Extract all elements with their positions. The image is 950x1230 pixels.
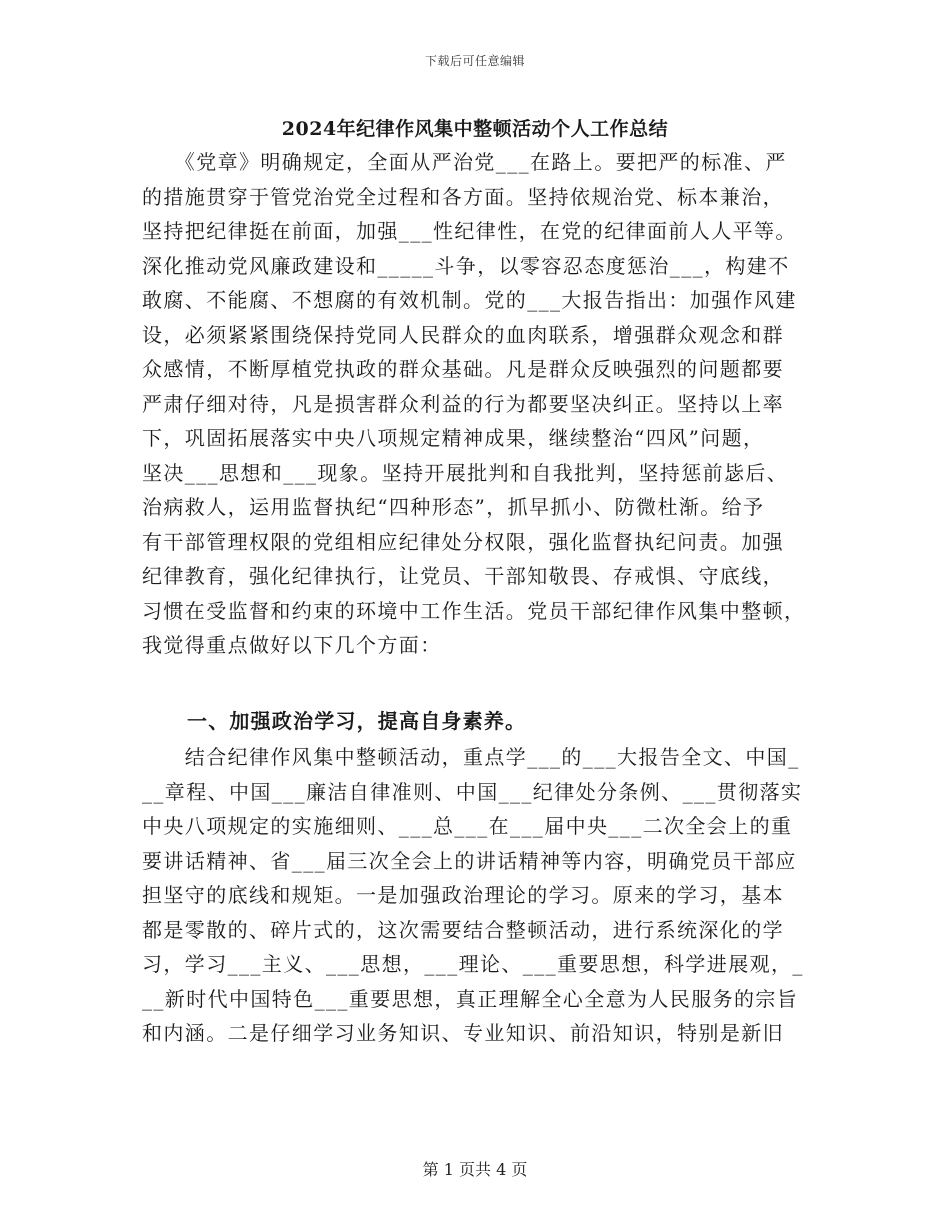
page-footer: 第 1 页共 4 页	[422, 1160, 528, 1179]
text-line: 设，必须紧紧围绕保持党同人民群众的血肉联系，增强群众观念和群	[142, 322, 784, 347]
text-line: 习惯在受监督和约束的环境中工作生活。党员干部纪律作风集中整顿，	[142, 598, 806, 623]
text-line: 纪律教育，强化纪律执行，让党员、干部知敬畏、存戒惧、守底线，	[142, 564, 784, 588]
text-line: 众感情，不断厚植党执政的群众基础。凡是群众反映强烈的问题都要	[142, 357, 784, 381]
text-line: 担坚守的底线和规矩。一是加强政治理论的学习。原来的学习，基本	[142, 883, 784, 907]
text-line: 坚决___思想和___现象。坚持开展批判和自我批判，坚持惩前毖后、	[142, 460, 789, 485]
text-line: 敢腐、不能腐、不想腐的有效机制。党的___大报告指出：加强作风建	[142, 288, 797, 312]
paragraph-intro	[142, 145, 808, 663]
header-note: 下载后可任意编辑	[424, 54, 525, 68]
text-line: 都是零散的、碎片式的，这次需要结合整顿活动，进行系统深化的学	[142, 917, 784, 942]
paragraph-study	[142, 740, 808, 1051]
text-line: __新时代中国特色___重要思想，真正理解全心全意为人民服务的宗旨	[142, 986, 799, 1011]
text-line: 《党章》明确规定，全面从严治党___在路上。要把严的标准、严	[142, 150, 787, 174]
text-line: 我觉得重点做好以下几个方面：	[142, 633, 442, 657]
text-line: 中央八项规定的实施细则、___总___在___届中央___二次全会上的重	[142, 814, 793, 838]
text-line: 习，学习___主义、___思想，___理论、___重要思想，科学进展观，_	[142, 952, 804, 976]
text-line: __章程、中国___廉洁自律准则、中国___纪律处分条例、___贯彻落实	[142, 779, 803, 804]
text-line: 结合纪律作风集中整顿活动，重点学___的___大报告全文、中国_	[142, 745, 800, 769]
text-line: 治病救人，运用监督执纪“四种形态”，抓早抓小、防微杜渐。给予	[142, 495, 765, 519]
section-heading: 一、加强政治学习，提高自身素养。	[187, 709, 527, 733]
text-line: 严肃仔细对待，凡是损害群众利益的行为都要坚决纠正。坚持以上率	[142, 391, 784, 416]
document-title: 2024年纪律作风集中整顿活动个人工作总结	[281, 118, 669, 140]
text-line: 要讲话精神、省___届三次全会上的讲话精神等内容，明确党员干部应	[142, 848, 797, 873]
text-line: 深化推动党风廉政建设和_____斗争，以零容忍态度惩治___，构建不	[142, 253, 790, 278]
text-line: 坚持把纪律挺在前面，加强___性纪律性，在党的纪律面前人人平等。	[142, 219, 797, 243]
text-line: 有干部管理权限的党组相应纪律处分权限，强化监督执纪问责。加强	[142, 529, 784, 554]
text-line: 和内涵。二是仔细学习业务知识、专业知识、前沿知识，特别是新旧	[142, 1021, 784, 1045]
text-line: 的措施贯穿于管党治党全过程和各方面。坚持依规治党、标本兼治，	[142, 184, 784, 209]
text-line: 下，巩固拓展落实中央八项规定精神成果，继续整治“四风”问题，	[142, 426, 765, 450]
